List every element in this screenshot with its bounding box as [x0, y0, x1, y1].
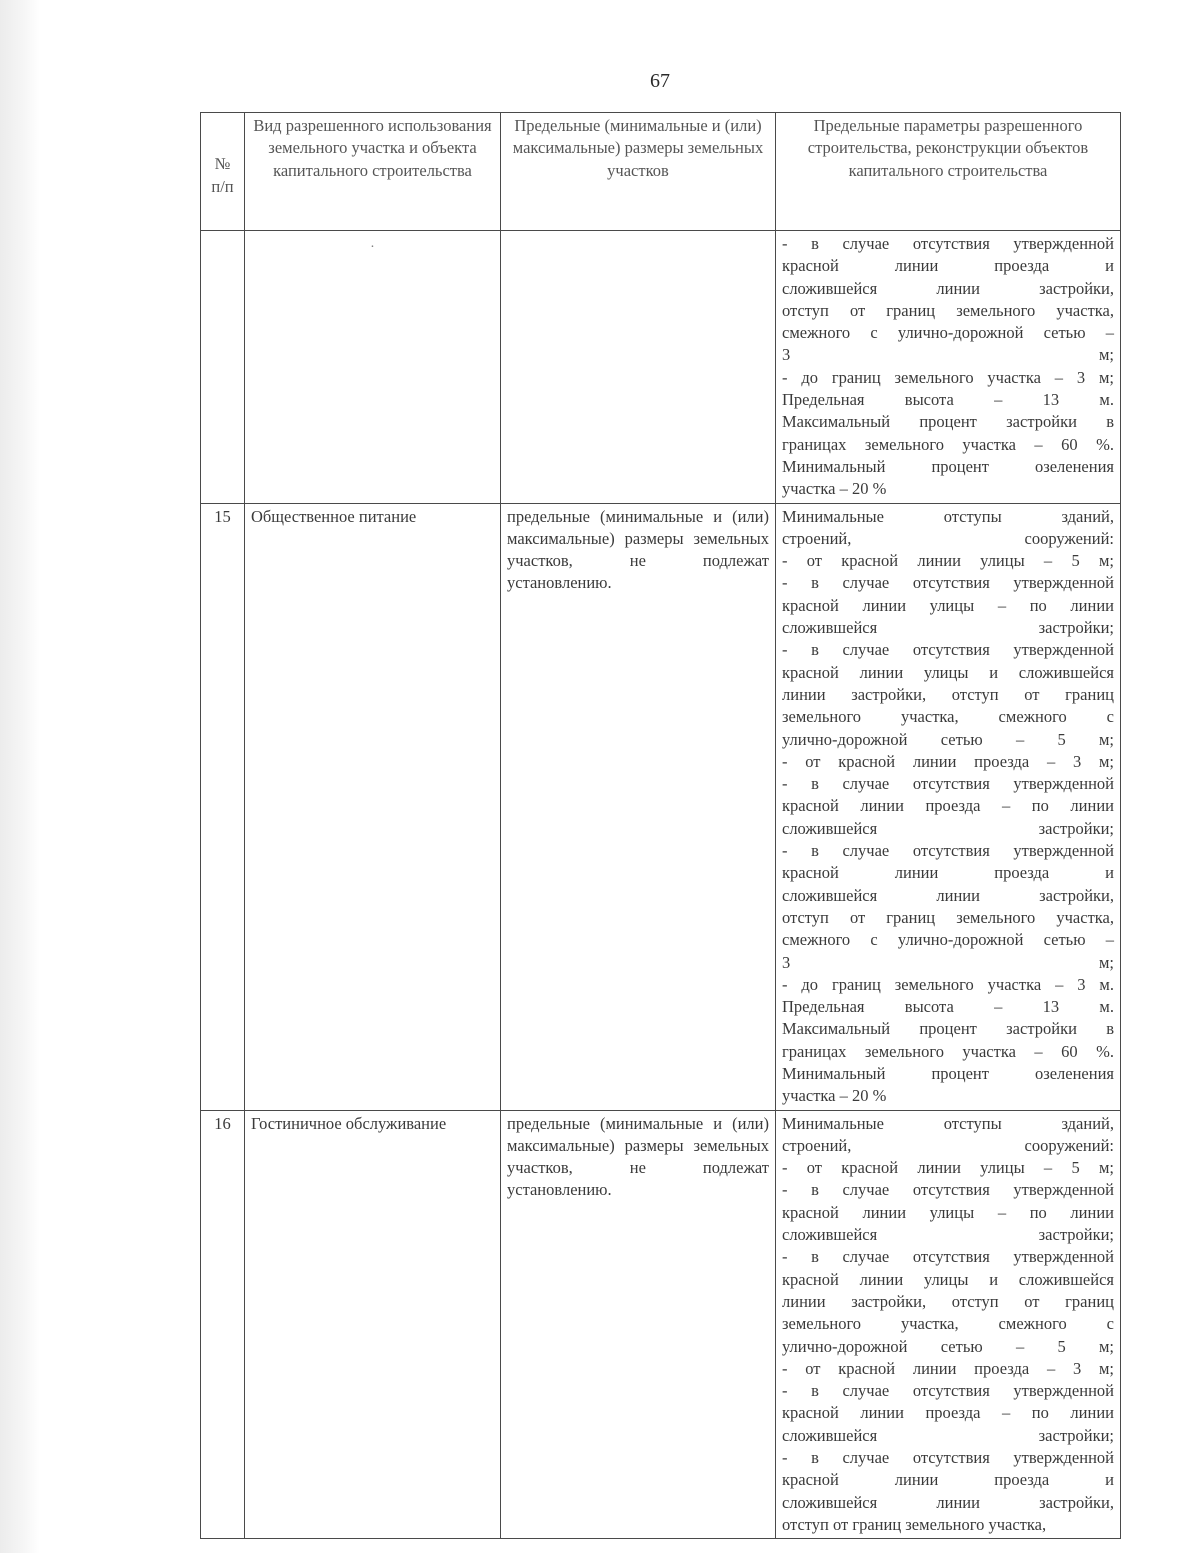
param-line: сложившейся линии застройки,: [782, 885, 1114, 905]
header-number: № п/п: [201, 113, 245, 231]
table-header-row: [201, 113, 1121, 231]
param-line: 3 м;: [782, 345, 1114, 365]
param-line: - от красной линии проезда – 3 м;: [782, 751, 1114, 771]
param-line: отступ от границ земельного участка,: [782, 300, 1114, 320]
param-line: Минимальные отступы зданий,: [782, 1113, 1114, 1133]
param-line: - в случае отсутствия утвержденной: [782, 774, 1114, 794]
param-line: - от красной линии улицы – 5 м;: [782, 1158, 1114, 1178]
row-params: [776, 231, 1121, 504]
row-plot-size: предельные (минимальные и (или) максимальные) размеры земельных участков, не подлежат установлению.: [501, 1110, 776, 1539]
param-line: строений, сооружений:: [782, 1135, 1114, 1155]
param-line: Минимальный процент озеленения: [782, 456, 1114, 476]
param-line: красной линии улицы – по линии: [782, 595, 1114, 615]
table-row: [201, 503, 1121, 1110]
param-line: сложившейся застройки;: [782, 818, 1114, 838]
param-line: улично-дорожной сетью – 5 м;: [782, 1336, 1114, 1356]
param-line: улично-дорожной сетью – 5 м;: [782, 729, 1114, 749]
row-usage-kind: [245, 231, 501, 504]
param-line: 3 м;: [782, 952, 1114, 972]
param-line: - в случае отсутствия утвержденной: [782, 234, 1114, 253]
row-usage-kind: Общественное питание: [245, 503, 501, 1110]
param-line: сложившейся застройки;: [782, 618, 1114, 638]
param-line: - до границ земельного участка – 3 м;: [782, 367, 1114, 387]
scan-edge-shadow: [0, 0, 40, 1553]
param-line: земельного участка, смежного с: [782, 707, 1114, 727]
param-line: смежного с улично-дорожной сетью –: [782, 323, 1114, 343]
param-line: земельного участка, смежного с: [782, 1314, 1114, 1334]
param-line: сложившейся застройки;: [782, 1425, 1114, 1445]
param-line: смежного с улично-дорожной сетью –: [782, 930, 1114, 950]
param-line: сложившейся линии застройки,: [782, 278, 1114, 298]
row-usage-kind: Гостиничное обслуживание: [245, 1110, 501, 1539]
param-line: границах земельного участка – 60 %.: [782, 434, 1114, 454]
param-line: Максимальный процент застройки в: [782, 1019, 1114, 1039]
row-params: [776, 1110, 1121, 1539]
param-line: красной линии проезда и: [782, 1470, 1114, 1490]
param-line: красной линии улицы – по линии: [782, 1202, 1114, 1222]
param-line: - в случае отсутствия утвержденной: [782, 1180, 1114, 1200]
param-line: Минимальные отступы зданий,: [782, 506, 1114, 526]
param-line: - в случае отсутствия утвержденной: [782, 640, 1114, 660]
param-line: отступ от границ земельного участка,: [782, 907, 1114, 927]
param-line: красной линии улицы и сложившейся: [782, 1269, 1114, 1289]
param-line: отступ от границ земельного участка,: [782, 1514, 1047, 1534]
param-line: красной линии проезда и: [782, 256, 1114, 276]
row-plot-size: [501, 231, 776, 504]
param-line: красной линии проезда – по линии: [782, 1403, 1114, 1423]
param-line: сложившейся линии застройки,: [782, 1492, 1114, 1512]
param-line: - в случае отсутствия утвержденной: [782, 841, 1114, 861]
param-line: - в случае отсутствия утвержденной: [782, 1448, 1114, 1468]
param-line: линии застройки, отступ от границ: [782, 1291, 1114, 1311]
param-line: - в случае отсутствия утвержденной: [782, 1247, 1114, 1267]
param-line: сложившейся застройки;: [782, 1225, 1114, 1245]
param-line: - до границ земельного участка – 3 м.: [782, 974, 1114, 994]
param-line: линии застройки, отступ от границ: [782, 684, 1114, 704]
param-line: Минимальный процент озеленения: [782, 1063, 1114, 1083]
row-plot-size: предельные (минимальные и (или) максимальные) размеры земельных участков, не подлежат установлению.: [501, 503, 776, 1110]
param-line: Предельная высота – 13 м.: [782, 997, 1114, 1017]
header-construction-params: Предельные параметры разрешенного строительства, реконструкции объектов капитального строительства: [776, 113, 1121, 231]
row-number: [201, 231, 245, 504]
row-params: [776, 503, 1121, 1110]
param-line: красной линии проезда – по линии: [782, 796, 1114, 816]
param-line: Максимальный процент застройки в: [782, 412, 1114, 432]
row-number: 16: [201, 1110, 245, 1539]
row-number: 15: [201, 503, 245, 1110]
param-line: красной линии проезда и: [782, 863, 1114, 883]
header-usage-kind: Вид разрешенного использования земельного участка и объекта капитального строительства: [245, 113, 501, 231]
row-usage-kind-mark: ·: [370, 240, 375, 255]
header-plot-size: Предельные (минимальные и (или) максимальные) размеры земельных участков: [501, 113, 776, 231]
table-row: [201, 1110, 1121, 1539]
param-line: границах земельного участка – 60 %.: [782, 1041, 1114, 1061]
param-line: красной линии улицы и сложившейся: [782, 662, 1114, 682]
param-line: участка – 20 %: [782, 1086, 887, 1106]
table-row: [201, 231, 1121, 504]
param-line: - от красной линии улицы – 5 м;: [782, 551, 1114, 571]
param-line: строений, сооружений:: [782, 528, 1114, 548]
page-number: 67: [650, 70, 670, 92]
param-line: Предельная высота – 13 м.: [782, 390, 1114, 410]
param-line: участка – 20 %: [782, 479, 887, 499]
param-line: - в случае отсутствия утвержденной: [782, 573, 1114, 593]
regulations-table: [200, 112, 1121, 1539]
param-line: - в случае отсутствия утвержденной: [782, 1381, 1114, 1401]
param-line: - от красной линии проезда – 3 м;: [782, 1358, 1114, 1378]
